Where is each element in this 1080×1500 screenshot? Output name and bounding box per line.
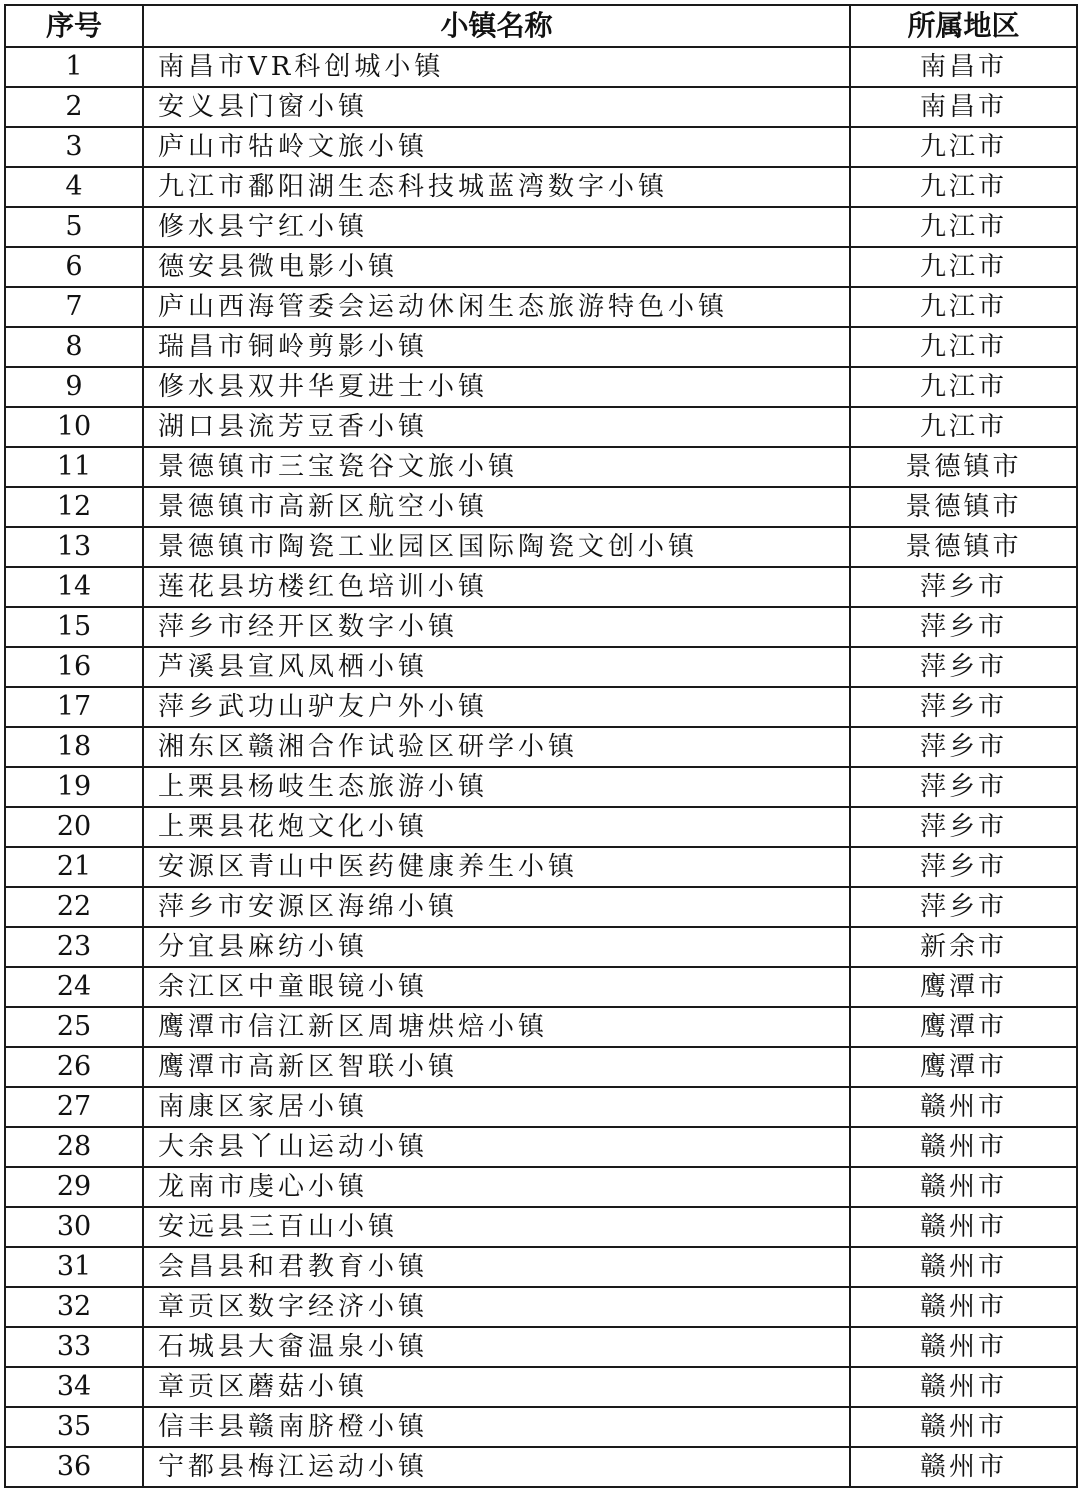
table-row bbox=[5, 367, 1077, 407]
serial-number-cell: 35 bbox=[5, 1407, 143, 1447]
serial-number-cell: 7 bbox=[5, 287, 143, 327]
town-name-cell: 安义县门窗小镇 bbox=[143, 87, 850, 127]
table-row bbox=[5, 207, 1077, 247]
table-row bbox=[5, 247, 1077, 287]
serial-number-cell: 22 bbox=[5, 887, 143, 927]
town-name-cell: 石城县大畲温泉小镇 bbox=[143, 1327, 850, 1367]
region-cell: 新余市 bbox=[850, 927, 1077, 967]
table-row bbox=[5, 847, 1077, 887]
town-name-cell: 莲花县坊楼红色培训小镇 bbox=[143, 567, 850, 607]
serial-number-cell: 5 bbox=[5, 207, 143, 247]
header-row bbox=[5, 5, 1077, 47]
serial-number-cell: 31 bbox=[5, 1247, 143, 1287]
town-name-cell: 余江区中童眼镜小镇 bbox=[143, 967, 850, 1007]
town-name-cell: 萍乡市安源区海绵小镇 bbox=[143, 887, 850, 927]
header-serial-number: 序号 bbox=[5, 5, 143, 47]
region-cell: 萍乡市 bbox=[850, 727, 1077, 767]
serial-number-cell: 6 bbox=[5, 247, 143, 287]
serial-number-cell: 29 bbox=[5, 1167, 143, 1207]
town-name-cell: 芦溪县宣风凤栖小镇 bbox=[143, 647, 850, 687]
town-name-cell: 分宜县麻纺小镇 bbox=[143, 927, 850, 967]
table-row bbox=[5, 1447, 1077, 1487]
serial-number-cell: 2 bbox=[5, 87, 143, 127]
town-name-cell: 南康区家居小镇 bbox=[143, 1087, 850, 1127]
serial-number-cell: 34 bbox=[5, 1367, 143, 1407]
town-name-cell: 上栗县花炮文化小镇 bbox=[143, 807, 850, 847]
town-name-cell: 修水县双井华夏进士小镇 bbox=[143, 367, 850, 407]
region-cell: 九江市 bbox=[850, 327, 1077, 367]
serial-number-cell: 27 bbox=[5, 1087, 143, 1127]
region-cell: 赣州市 bbox=[850, 1327, 1077, 1367]
table-row bbox=[5, 567, 1077, 607]
table-row bbox=[5, 1367, 1077, 1407]
town-name-cell: 章贡区蘑菇小镇 bbox=[143, 1367, 850, 1407]
region-cell: 鹰潭市 bbox=[850, 1047, 1077, 1087]
table-row bbox=[5, 167, 1077, 207]
table-row bbox=[5, 1127, 1077, 1167]
region-cell: 赣州市 bbox=[850, 1367, 1077, 1407]
table-header bbox=[5, 5, 1077, 47]
table-row bbox=[5, 1207, 1077, 1247]
region-cell: 九江市 bbox=[850, 167, 1077, 207]
region-cell: 赣州市 bbox=[850, 1287, 1077, 1327]
region-cell: 九江市 bbox=[850, 207, 1077, 247]
region-cell: 赣州市 bbox=[850, 1247, 1077, 1287]
region-cell: 景德镇市 bbox=[850, 487, 1077, 527]
region-cell: 南昌市 bbox=[850, 87, 1077, 127]
table-row bbox=[5, 687, 1077, 727]
town-name-cell: 萍乡市经开区数字小镇 bbox=[143, 607, 850, 647]
town-name-cell: 章贡区数字经济小镇 bbox=[143, 1287, 850, 1327]
header-region: 所属地区 bbox=[850, 5, 1077, 47]
serial-number-cell: 24 bbox=[5, 967, 143, 1007]
region-cell: 鹰潭市 bbox=[850, 1007, 1077, 1047]
serial-number-cell: 13 bbox=[5, 527, 143, 567]
header-town-name: 小镇名称 bbox=[143, 5, 850, 47]
serial-number-cell: 10 bbox=[5, 407, 143, 447]
serial-number-cell: 28 bbox=[5, 1127, 143, 1167]
table-row bbox=[5, 807, 1077, 847]
region-cell: 萍乡市 bbox=[850, 687, 1077, 727]
town-name-cell: 宁都县梅江运动小镇 bbox=[143, 1447, 850, 1487]
serial-number-cell: 12 bbox=[5, 487, 143, 527]
serial-number-cell: 33 bbox=[5, 1327, 143, 1367]
serial-number-cell: 1 bbox=[5, 47, 143, 87]
serial-number-cell: 8 bbox=[5, 327, 143, 367]
serial-number-cell: 15 bbox=[5, 607, 143, 647]
table-row bbox=[5, 967, 1077, 1007]
town-name-cell: 鹰潭市高新区智联小镇 bbox=[143, 1047, 850, 1087]
serial-number-cell: 32 bbox=[5, 1287, 143, 1327]
table-row bbox=[5, 487, 1077, 527]
town-name-cell: 萍乡武功山驴友户外小镇 bbox=[143, 687, 850, 727]
town-name-cell: 大余县丫山运动小镇 bbox=[143, 1127, 850, 1167]
region-cell: 九江市 bbox=[850, 287, 1077, 327]
table-row bbox=[5, 1087, 1077, 1127]
table-row bbox=[5, 647, 1077, 687]
region-cell: 萍乡市 bbox=[850, 847, 1077, 887]
serial-number-cell: 16 bbox=[5, 647, 143, 687]
serial-number-cell: 21 bbox=[5, 847, 143, 887]
serial-number-cell: 9 bbox=[5, 367, 143, 407]
region-cell: 萍乡市 bbox=[850, 647, 1077, 687]
table-row bbox=[5, 447, 1077, 487]
table-body bbox=[5, 47, 1077, 1487]
town-name-cell: 鹰潭市信江新区周塘烘焙小镇 bbox=[143, 1007, 850, 1047]
town-name-cell: 安远县三百山小镇 bbox=[143, 1207, 850, 1247]
town-name-cell: 南昌市VR科创城小镇 bbox=[143, 47, 850, 87]
table-row bbox=[5, 887, 1077, 927]
serial-number-cell: 3 bbox=[5, 127, 143, 167]
serial-number-cell: 30 bbox=[5, 1207, 143, 1247]
region-cell: 萍乡市 bbox=[850, 567, 1077, 607]
table-row bbox=[5, 607, 1077, 647]
town-name-cell: 九江市鄱阳湖生态科技城蓝湾数字小镇 bbox=[143, 167, 850, 207]
serial-number-cell: 11 bbox=[5, 447, 143, 487]
town-name-cell: 龙南市虔心小镇 bbox=[143, 1167, 850, 1207]
table-row bbox=[5, 87, 1077, 127]
town-name-cell: 上栗县杨岐生态旅游小镇 bbox=[143, 767, 850, 807]
region-cell: 萍乡市 bbox=[850, 767, 1077, 807]
town-name-cell: 景德镇市三宝瓷谷文旅小镇 bbox=[143, 447, 850, 487]
region-cell: 九江市 bbox=[850, 407, 1077, 447]
town-name-cell: 安源区青山中医药健康养生小镇 bbox=[143, 847, 850, 887]
serial-number-cell: 23 bbox=[5, 927, 143, 967]
town-name-cell: 会昌县和君教育小镇 bbox=[143, 1247, 850, 1287]
region-cell: 鹰潭市 bbox=[850, 967, 1077, 1007]
town-name-cell: 景德镇市高新区航空小镇 bbox=[143, 487, 850, 527]
town-name-cell: 庐山市牯岭文旅小镇 bbox=[143, 127, 850, 167]
town-name-cell: 景德镇市陶瓷工业园区国际陶瓷文创小镇 bbox=[143, 527, 850, 567]
table-row bbox=[5, 767, 1077, 807]
table-row bbox=[5, 327, 1077, 367]
table-row bbox=[5, 407, 1077, 447]
serial-number-cell: 25 bbox=[5, 1007, 143, 1047]
table-row bbox=[5, 1167, 1077, 1207]
town-name-cell: 瑞昌市铜岭剪影小镇 bbox=[143, 327, 850, 367]
region-cell: 赣州市 bbox=[850, 1447, 1077, 1487]
town-name-cell: 湘东区赣湘合作试验区研学小镇 bbox=[143, 727, 850, 767]
region-cell: 景德镇市 bbox=[850, 527, 1077, 567]
region-cell: 赣州市 bbox=[850, 1407, 1077, 1447]
table-row bbox=[5, 47, 1077, 87]
region-cell: 九江市 bbox=[850, 367, 1077, 407]
table-row bbox=[5, 1247, 1077, 1287]
town-name-cell: 湖口县流芳豆香小镇 bbox=[143, 407, 850, 447]
region-cell: 九江市 bbox=[850, 247, 1077, 287]
town-name-cell: 庐山西海管委会运动休闲生态旅游特色小镇 bbox=[143, 287, 850, 327]
table-row bbox=[5, 527, 1077, 567]
region-cell: 赣州市 bbox=[850, 1207, 1077, 1247]
serial-number-cell: 19 bbox=[5, 767, 143, 807]
table-row bbox=[5, 1007, 1077, 1047]
serial-number-cell: 18 bbox=[5, 727, 143, 767]
region-cell: 赣州市 bbox=[850, 1087, 1077, 1127]
table-row bbox=[5, 727, 1077, 767]
region-cell: 南昌市 bbox=[850, 47, 1077, 87]
region-cell: 萍乡市 bbox=[850, 887, 1077, 927]
region-cell: 九江市 bbox=[850, 127, 1077, 167]
region-cell: 萍乡市 bbox=[850, 807, 1077, 847]
serial-number-cell: 14 bbox=[5, 567, 143, 607]
table-row bbox=[5, 287, 1077, 327]
table-row bbox=[5, 927, 1077, 967]
table-row bbox=[5, 127, 1077, 167]
region-cell: 赣州市 bbox=[850, 1127, 1077, 1167]
region-cell: 萍乡市 bbox=[850, 607, 1077, 647]
town-name-cell: 修水县宁红小镇 bbox=[143, 207, 850, 247]
serial-number-cell: 4 bbox=[5, 167, 143, 207]
serial-number-cell: 26 bbox=[5, 1047, 143, 1087]
region-cell: 赣州市 bbox=[850, 1167, 1077, 1207]
table-row bbox=[5, 1327, 1077, 1367]
town-name-cell: 德安县微电影小镇 bbox=[143, 247, 850, 287]
town-list-table-container bbox=[4, 4, 1076, 1488]
table-row bbox=[5, 1407, 1077, 1447]
town-list-table bbox=[4, 4, 1078, 1488]
town-name-cell: 信丰县赣南脐橙小镇 bbox=[143, 1407, 850, 1447]
region-cell: 景德镇市 bbox=[850, 447, 1077, 487]
serial-number-cell: 20 bbox=[5, 807, 143, 847]
table-row bbox=[5, 1047, 1077, 1087]
serial-number-cell: 17 bbox=[5, 687, 143, 727]
serial-number-cell: 36 bbox=[5, 1447, 143, 1487]
table-row bbox=[5, 1287, 1077, 1327]
